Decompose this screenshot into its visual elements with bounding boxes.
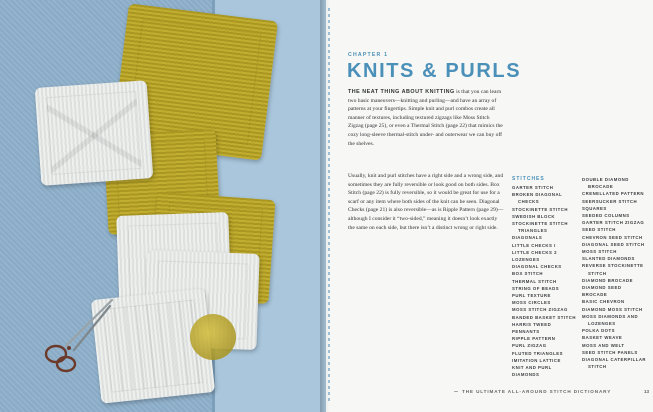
cream-swatch-diamond bbox=[35, 80, 154, 186]
intro-text: is that you can learn two basic maneuvers—knitting and purling—and have an array of patterns at your fingertips. Simple knit and purl combos create all manner of textures, including textured zigzags like Moss Stitch Zigzag (page 25), or even a Thermal Stitch (page 22) that mimics the cozy long-sleeve thermal-stitch under- and outerwear we can buy off the shelves. bbox=[348, 89, 503, 147]
stitch-list-item: DIAGONAL CATERPILLAR bbox=[582, 357, 647, 363]
stitch-list-item: BOX STITCH bbox=[512, 271, 544, 277]
stitch-list-item: LITTLE CHECKS 2 bbox=[512, 249, 557, 255]
stitch-list-item: GARTER STITCH bbox=[512, 185, 554, 190]
stitch-list-item: LOZENGES bbox=[588, 321, 616, 327]
stitch-list-item: POLKA DOTS bbox=[582, 328, 616, 334]
stitch-list-item: BANDED BASKET STITCH bbox=[512, 314, 576, 320]
stitch-list-item: SEERSUCKER STITCH bbox=[582, 198, 638, 204]
chapter-label: CHAPTER 1 bbox=[348, 52, 389, 58]
running-title: THE ULTIMATE ALL-AROUND STITCH DICTIONARY bbox=[462, 389, 612, 394]
intro-lead: THE NEAT THING ABOUT KNITTING bbox=[348, 89, 455, 95]
stitch-list-item: FLUTED TRIANGLES bbox=[512, 350, 563, 356]
page-number: 13 bbox=[644, 389, 650, 394]
stitch-list-item: CHEVRON SEED STITCH bbox=[582, 234, 643, 240]
stitch-list-item: SEED STITCH bbox=[582, 227, 616, 233]
stitch-list-item: SLANTED DIAMONDS bbox=[582, 256, 635, 262]
stitch-list-item: REVERSE STOCKINETTE bbox=[582, 263, 644, 269]
stitch-list-item: DIAGONAL SEED STITCH bbox=[582, 241, 645, 247]
stitch-list-item: IMITATION LATTICE bbox=[512, 357, 561, 363]
stitch-list-item: PURL TEXTURE bbox=[512, 293, 551, 299]
stitch-list-item: MOSS DIAMONDS AND bbox=[582, 313, 639, 319]
stitch-list-item: LITTLE CHECKS I bbox=[512, 242, 556, 248]
stitches-heading: STITCHES bbox=[512, 176, 545, 182]
photo-page bbox=[0, 0, 326, 412]
stitch-list-item: SEEDED COLUMNS bbox=[582, 213, 630, 219]
stitch-list-item: CHECKS bbox=[518, 199, 540, 205]
text-page bbox=[326, 0, 653, 412]
second-paragraph: Usually, knit and purl stitches have a right side and a wrong side, and sometimes they are fully reversible or look good on both sides. Box Stitch (page 22) is fully reversible, so it would be great for use for a scarf or any item where both sides of the knit can be seen. Diagonal Checks (page 21) is also reversible—as is Ripple Pattern (page 29)—although I consider it “two-sided,” meaning it doesn’t look exactly the same on each side, but there isn’t a distinct wrong or right side. bbox=[348, 173, 504, 231]
stitch-list-item: GARTER STITCH ZIGZAG bbox=[582, 220, 645, 226]
stitch-list-item: MOSS CIRCLES bbox=[512, 300, 551, 306]
stitch-list-item: CRENELLATED PATTERN bbox=[582, 191, 645, 197]
stitch-list-item: STITCH bbox=[588, 270, 607, 276]
stitch-list-item: MOSS AND WELT bbox=[582, 342, 625, 348]
stitch-list-item: THERMAL STITCH bbox=[512, 278, 557, 284]
stitch-list-item: PURL ZIGZAG bbox=[512, 343, 547, 349]
stitch-list-item: STOCKINETTE STITCH bbox=[512, 206, 568, 212]
stitch-list-item: DOUBLE DIAMOND bbox=[582, 177, 629, 182]
stitch-list-item: STITCH bbox=[588, 364, 607, 370]
stitch-list-item: BASIC CHEVRON bbox=[582, 299, 625, 305]
stitched-edge-decoration bbox=[328, 8, 330, 404]
stitch-list-item: DIAMOND BROCADE bbox=[582, 277, 633, 283]
stitch-list-item: SEED STITCH PANELS bbox=[582, 349, 638, 355]
stitch-list-item: LOZENGES bbox=[512, 257, 540, 263]
yarn-tuft bbox=[190, 314, 236, 360]
stitch-list-item: SQUARES bbox=[582, 205, 607, 211]
stitch-list-item: DIAGONAL CHECKS bbox=[512, 264, 562, 270]
stitch-list-item: MOSS STITCH bbox=[582, 249, 617, 255]
intro-paragraph bbox=[348, 88, 504, 148]
stitch-list-column-1 bbox=[512, 184, 578, 378]
stitch-list-item: RIPPLE PATTERN bbox=[512, 336, 556, 342]
stitch-list-item: BROCADE bbox=[588, 184, 614, 190]
chapter-title: KNITS & PURLS bbox=[347, 60, 522, 82]
stitch-list-item: BASKET WEAVE bbox=[582, 335, 623, 341]
stitch-list-item: MOSS STITCH ZIGZAG bbox=[512, 307, 568, 313]
stitch-list-column-2 bbox=[582, 176, 648, 370]
stitch-list-item: STOCKINETTE STITCH bbox=[512, 221, 568, 227]
scissors-icon bbox=[36, 296, 116, 376]
stitch-list-item: STRING OF BEADS bbox=[512, 285, 560, 291]
footer-rule bbox=[454, 391, 458, 392]
stitch-list-item: HARRIS TWEED bbox=[512, 321, 552, 327]
stitch-list-item: SWEDISH BLOCK bbox=[512, 213, 556, 219]
stitch-list-item: TRIANGLES bbox=[518, 228, 548, 234]
stitch-list-item: DIAMOND SEED BROCADE bbox=[582, 285, 622, 298]
stitch-list-item: DIAMOND MOSS STITCH bbox=[582, 306, 643, 312]
book-gutter bbox=[320, 0, 334, 412]
stitch-list-item: KNIT AND PURL DIAMONDS bbox=[512, 365, 552, 378]
stitch-list-item: DIAGONALS bbox=[512, 235, 543, 241]
stitch-list-item: PENNANTS bbox=[512, 329, 540, 335]
stitch-list-item: BROKEN DIAGONAL bbox=[512, 192, 563, 198]
